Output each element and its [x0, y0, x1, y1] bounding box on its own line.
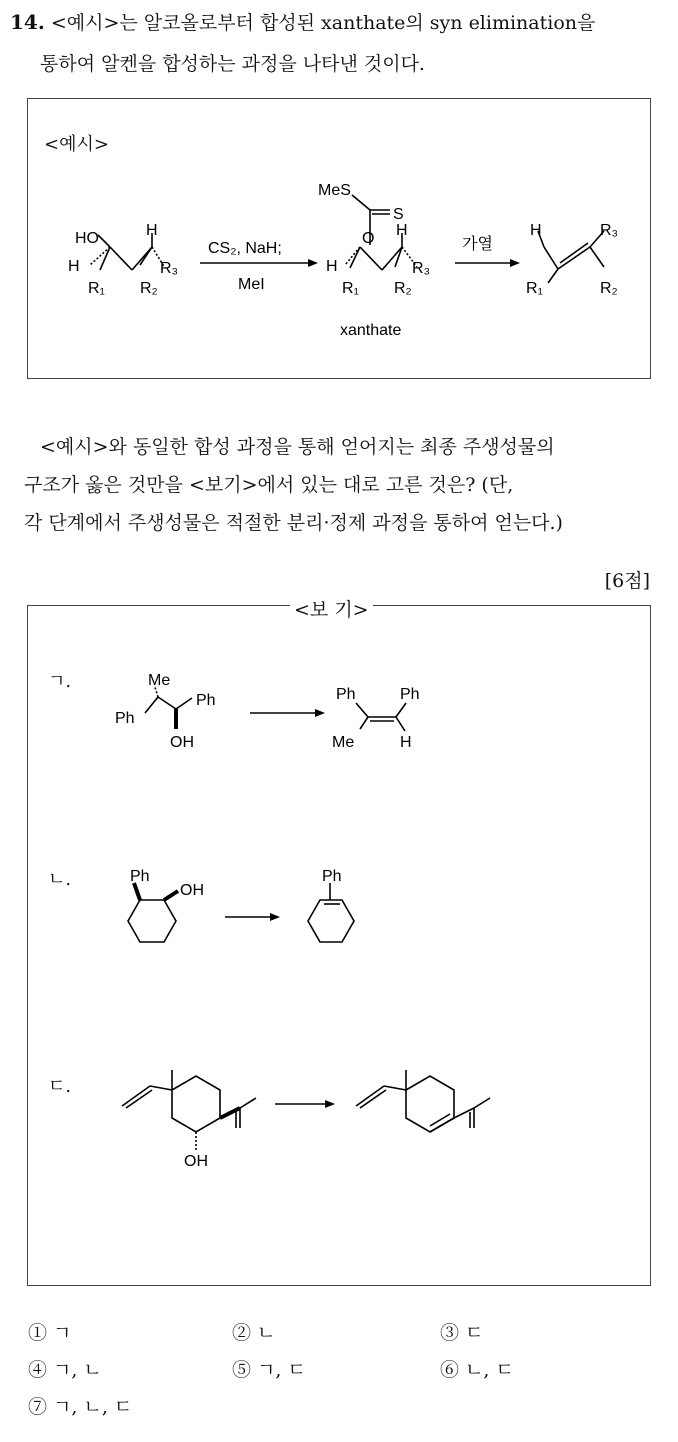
atom-oh: OH [184, 1153, 208, 1170]
atom-s: S [393, 206, 404, 223]
atom-ph-product: Ph [322, 868, 342, 885]
reagent-top: CS₂, NaH; [208, 240, 282, 257]
atom-r1-alkene: R₁ [526, 280, 543, 297]
atom-r1: R₁ [88, 280, 105, 297]
atom-me: Me [148, 672, 171, 689]
atom-h-product: H [400, 734, 412, 751]
question-number: 14. [10, 10, 45, 34]
reagent-bottom: MeI [238, 276, 265, 293]
example-scheme [60, 175, 640, 355]
atom-r3-alkene: R₃ [600, 222, 619, 239]
atom-h-left: H [68, 258, 80, 275]
choice-3-scheme [100, 1050, 520, 1190]
option-5[interactable]: ⑤ ㄱ, ㄷ [232, 1359, 306, 1381]
example-box-title: <예시> [44, 134, 109, 155]
atom-r2-alkene: R₂ [600, 280, 618, 297]
atom-r3: R₃ [160, 260, 179, 277]
choice-label-2: ㄴ. [48, 869, 72, 890]
choice-label-3: ㄷ. [48, 1076, 72, 1097]
choices-box-title: <보 기> [290, 595, 373, 622]
prompt-line3: 각 단계에서 주생성물은 적절한 분리·정제 과정을 통하여 얻는다.) [24, 512, 563, 534]
atom-r2-xan: R₂ [394, 280, 412, 297]
atom-h-xan: H [396, 222, 408, 239]
atom-h: H [146, 222, 158, 239]
option-3[interactable]: ③ ㄷ [440, 1322, 484, 1344]
atom-mes: MeS [318, 182, 351, 199]
prompt-line1: <예시>와 동일한 합성 과정을 통해 얻어지는 최종 주생성물의 [40, 436, 555, 458]
atom-r3-xan: R₃ [412, 260, 431, 277]
choice-label-1: ㄱ. [48, 671, 72, 692]
atom-h-alkene: H [530, 222, 542, 239]
heat-label: 가열 [462, 236, 493, 253]
atom-ph-product2: Ph [400, 686, 420, 703]
atom-oh: OH [170, 734, 194, 751]
stem-text-1: <예시>는 알코올로부터 합성된 xanthate의 syn elimination을 [50, 12, 596, 34]
option-2[interactable]: ② ㄴ [232, 1322, 276, 1344]
option-4[interactable]: ④ ㄱ, ㄴ [28, 1359, 102, 1381]
atom-me-product: Me [332, 734, 355, 751]
atom-o: O [362, 230, 375, 247]
atom-ph: Ph [130, 868, 150, 885]
atom-ph-left: Ph [115, 710, 135, 727]
option-1[interactable]: ① ㄱ [28, 1322, 72, 1344]
points: [6점] [604, 570, 650, 592]
prompt-line2: 구조가 옳은 것만을 <보기>에서 있는 대로 고른 것은? (단, [24, 474, 514, 496]
choice-1-scheme [110, 665, 440, 785]
atom-oh: OH [180, 882, 204, 899]
atom-r1-xan: R₁ [342, 280, 359, 297]
choice-2-scheme [100, 865, 400, 975]
atom-ph-right: Ph [196, 692, 216, 709]
atom-ph-product1: Ph [336, 686, 356, 703]
atom-ho: HO [75, 230, 99, 247]
option-6[interactable]: ⑥ ㄴ, ㄷ [440, 1359, 514, 1381]
question-stem-line2: 통하여 알켄을 합성하는 과정을 나타낸 것이다. [40, 53, 425, 75]
atom-r2: R₂ [140, 280, 158, 297]
xanthate-label: xanthate [340, 322, 402, 339]
question-stem-line1 [10, 8, 595, 35]
option-7[interactable]: ⑦ ㄱ, ㄴ, ㄷ [28, 1396, 133, 1418]
atom-h-xan-left: H [326, 258, 338, 275]
